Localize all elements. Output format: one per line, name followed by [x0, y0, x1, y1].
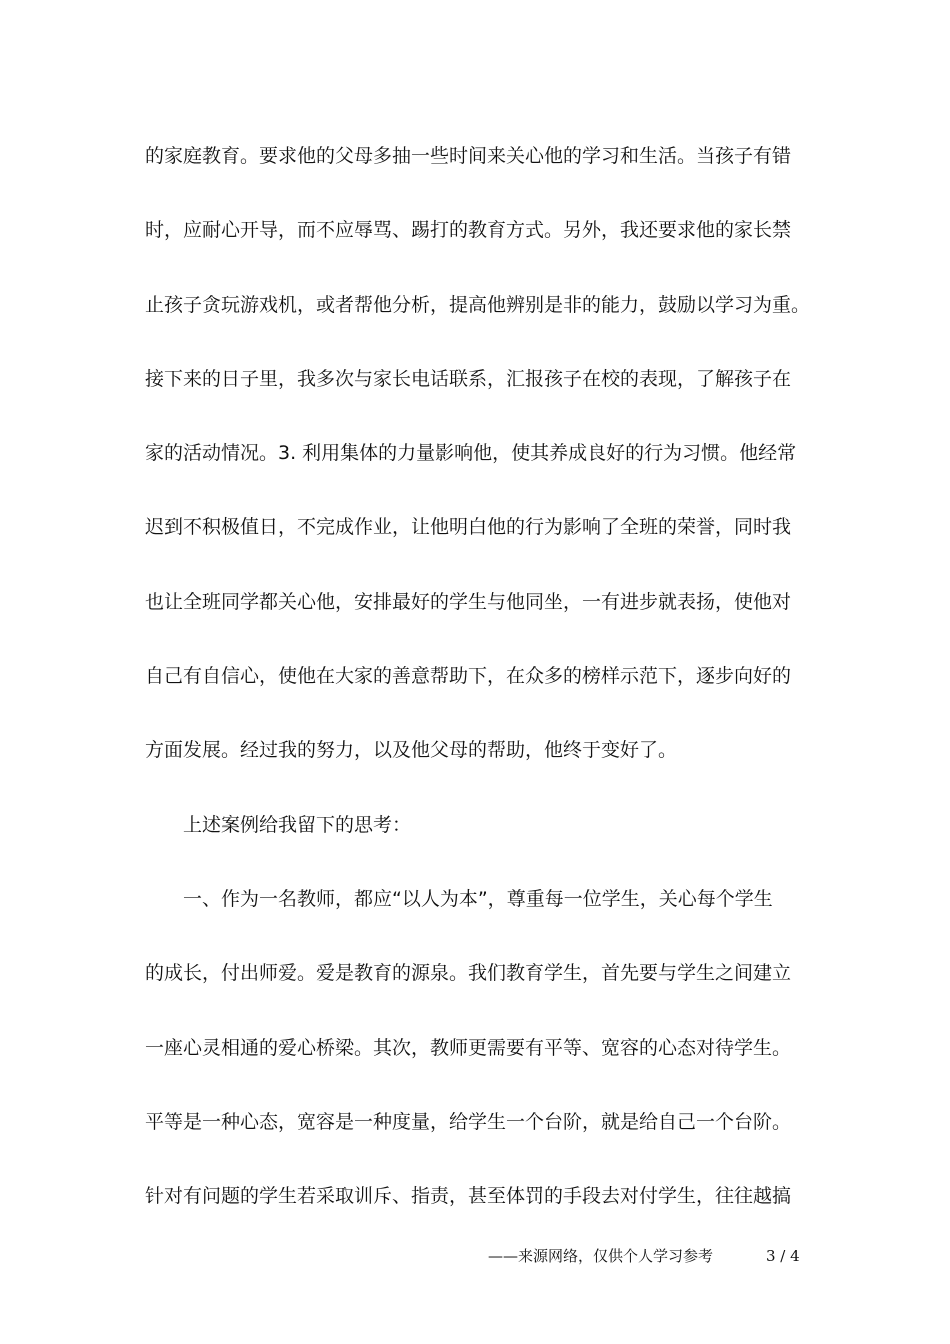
- text-line: 自己有自信心，使他在大家的善意帮助下，在众多的榜样示范下，逐步向好的: [145, 665, 792, 688]
- body-text: [145, 134, 825, 1248]
- text-line: 的成长，付出师爱。爱是教育的源泉。我们教育学生，首先要与学生之间建立: [145, 962, 792, 985]
- page-number: 3 / 4: [766, 1247, 800, 1265]
- text-line: 一、作为一名教师，都应“以人为本”，尊重每一位学生，关心每个学生: [183, 887, 773, 910]
- text-line: 时，应耐心开导，而不应辱骂、踢打的教育方式。另外，我还要求他的家长禁: [145, 219, 792, 242]
- text-line: 的家庭教育。要求他的父母多抽一些时间来关心他的学习和生活。当孩子有错: [145, 145, 792, 167]
- text-line: 针对有问题的学生若采取训斥、指责，甚至体罚的手段去对付学生，往往越搞: [145, 1185, 792, 1208]
- footer-source-note: ——来源网络，仅供个人学习参考: [488, 1247, 714, 1265]
- text-line: 接下来的日子里，我多次与家长电话联系，汇报孩子在校的表现，了解孩子在: [145, 367, 792, 390]
- text-line: 也让全班同学都关心他，安排最好的学生与他同坐，一有进步就表扬，使他对: [145, 590, 792, 613]
- page-footer: [488, 1244, 818, 1268]
- text-line: 平等是一种心态，宽容是一种度量，给学生一个台阶，就是给自己一个台阶。: [145, 1110, 792, 1133]
- text-line: 一座心灵相通的爱心桥梁。其次，教师更需要有平等、宽容的心态对待学生。: [145, 1036, 792, 1059]
- paragraph-heading: 上述案例给我留下的思考：: [183, 813, 412, 836]
- text-line: 止孩子贪玩游戏机，或者帮他分析，提高他辨别是非的能力，鼓励以学习为重。: [145, 293, 811, 316]
- text-line: 方面发展。经过我的努力，以及他父母的帮助，他终于变好了。: [145, 739, 678, 762]
- text-line: 迟到不积极值日，不完成作业，让他明白他的行为影响了全班的荣誉，同时我: [145, 516, 792, 539]
- text-line: 家的活动情况。3. 利用集体的力量影响他，使其养成良好的行为习惯。他经常: [145, 442, 797, 465]
